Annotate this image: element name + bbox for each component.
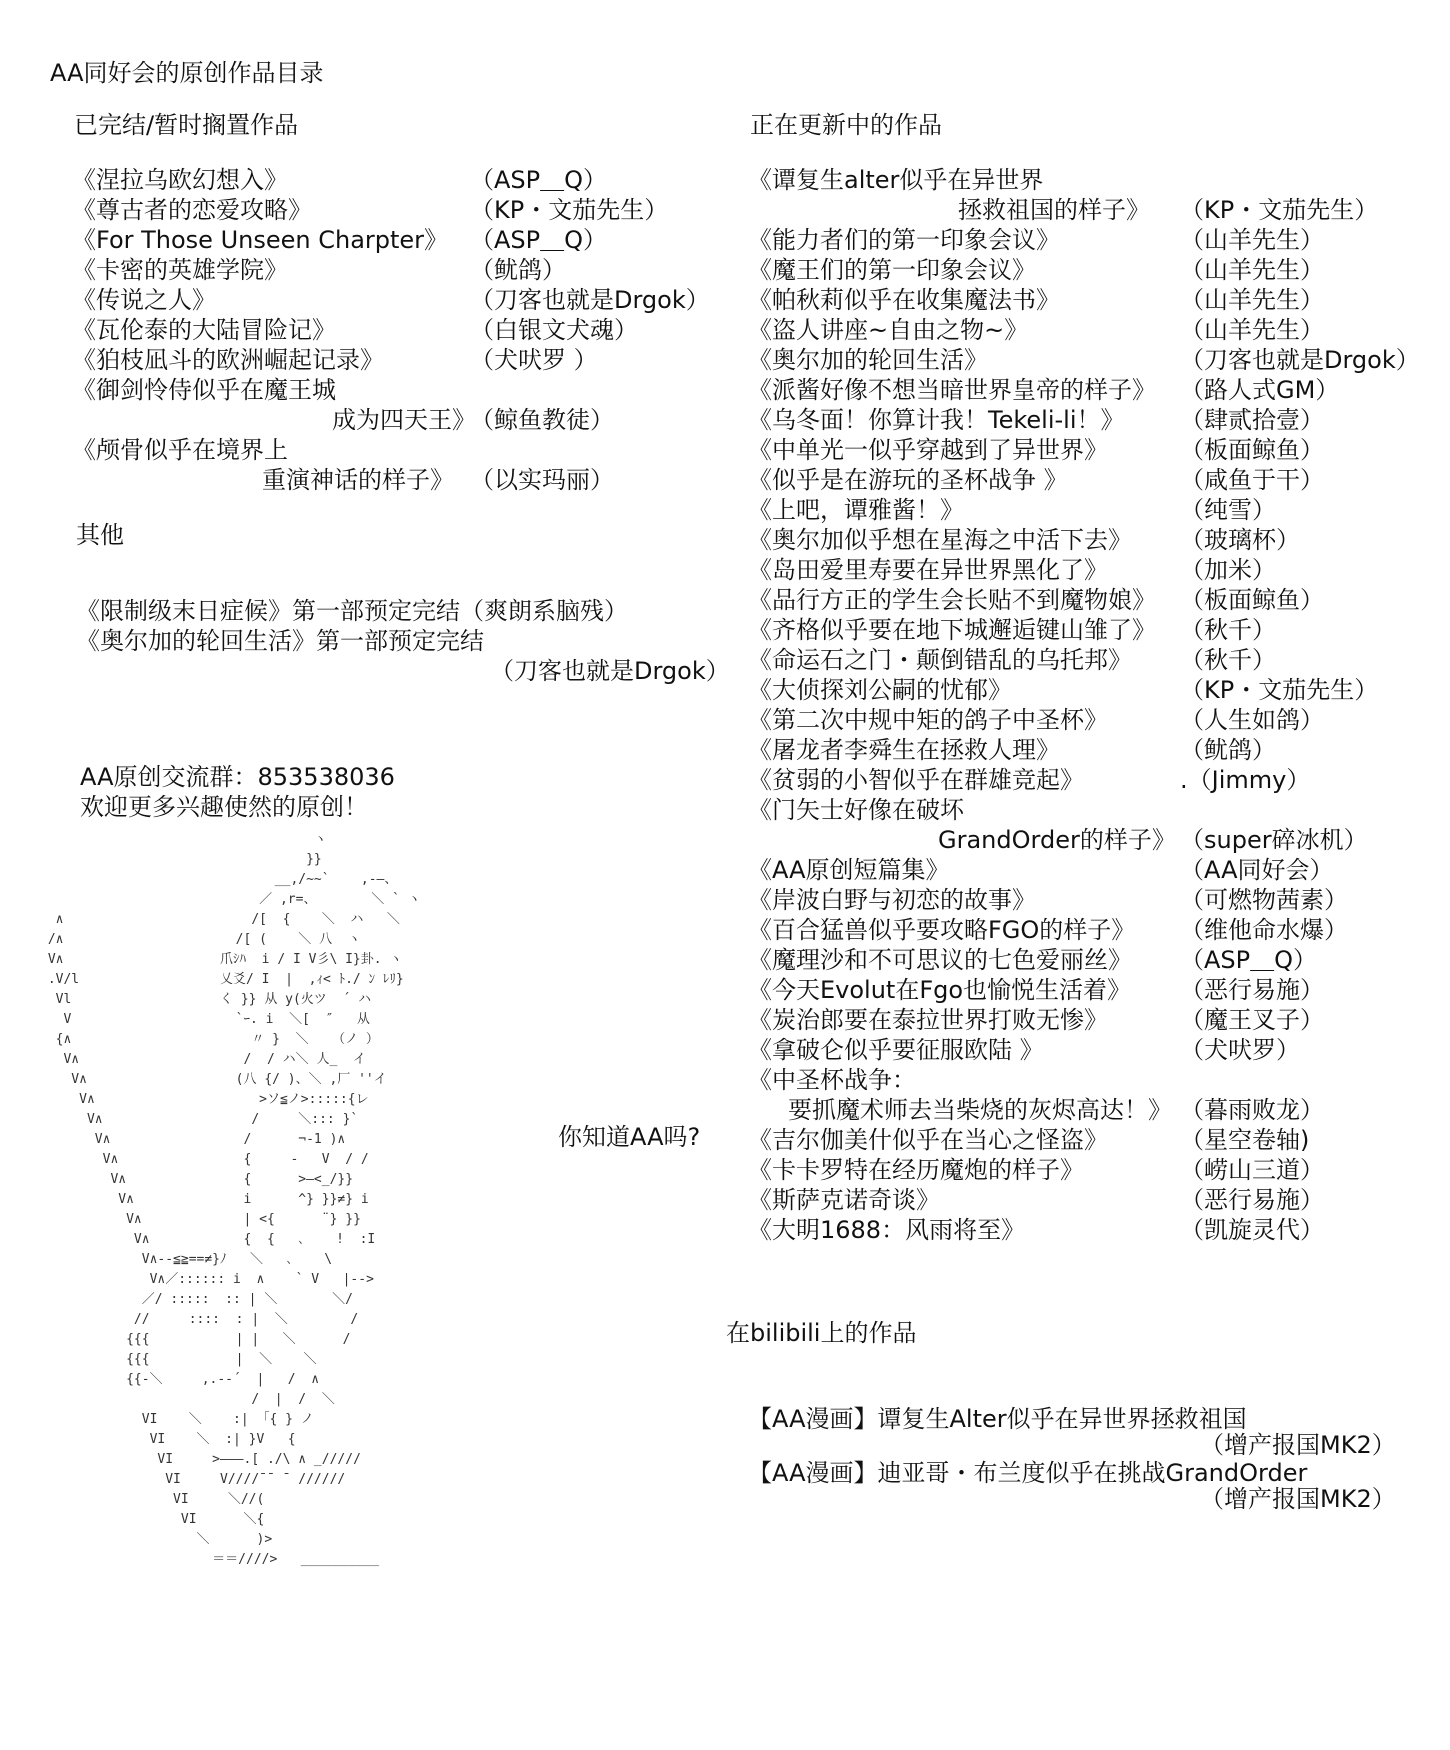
updating-title: 《奥尔加似乎想在星海之中活下去》 — [748, 526, 1132, 554]
updating-title: 《贫弱的小智似乎在群雄竞起》 — [748, 766, 1084, 794]
other-heading: 其他 — [76, 521, 124, 549]
updating-author: （KP・文茄先生） — [1180, 676, 1379, 704]
bilibili-item-2: 【AA漫画】迪亚哥・布兰度似乎在挑战GrandOrder — [748, 1459, 1308, 1487]
completed-author: （犬吠罗 ） — [470, 346, 598, 374]
ascii-art-figure: ヽ }} __,/~~` ,-―、 ／ ,r=、 ＼ ` ヽ ∧ /[ { ＼ ハ ＼ /∧ /[ ( ＼ 八 ヽ V∧ 爪ｼﾊ i / I V彡\ I}卦. ヽ .V/l 乂爻/ I | ,ｨ< ﾄ./ ﾝ ﾚﾘ} Vl く }} 从 y(火ツ ´ ハ V `ｰ. i ＼[ ″ 从 {∧ 〃 } ＼ （ノ ） V∧ / / ハ＼ 人_ イ V∧ (八 {/ )、＼ ,厂 ''イ V∧ >ソ≦ノ>:::::{レ V∧ / ＼::: }` V∧ / ¬-1 )∧ V∧ { - V / / V∧ { >―<_/}} V∧ i ^} }}≠} i V∧ | <{ ¨} }} V∧ { { ､ ! :I V∧--≦≧==≠}ﾉ ＼ ､ \ V∧／:::::: i ∧ ` V |--> ／/ ::::: :: | ＼ ＼/ // :::: : | ＼ / {{{ | | ＼ / {{{ | ＼ ＼ {{-＼ ,.--´ | / ∧ / | / ＼ VI ＼ :| 「{ } ノ VI ＼ :| }V { VI >―――.[ ./\ ∧ _///// VI V////¯¯ ¯ ////// VI ＼//( VI ＼{ ＼ )> ＝＝////> __________ — [47, 832, 421, 1567]
updating-item — [748, 1095, 1428, 1125]
updating-item — [748, 225, 1428, 255]
group-number: AA原创交流群：853538036 — [80, 763, 395, 791]
updating-author: （山羊先生） — [1180, 316, 1324, 344]
updating-title: 《谭复生alter似乎在异世界 — [748, 166, 1044, 194]
updating-author: （路人式GM） — [1180, 376, 1340, 404]
updating-author: （加米） — [1180, 556, 1276, 584]
updating-title: 《中单光一似乎穿越到了异世界》 — [748, 436, 1108, 464]
updating-author: （犬吠罗） — [1180, 1036, 1300, 1064]
updating-item — [748, 645, 1428, 675]
updating-title: 《岛田爱里寿要在异世界黑化了》 — [748, 556, 1108, 584]
completed-title: 《瓦伦泰的大陆冒险记》 — [72, 316, 336, 344]
updating-item — [748, 255, 1428, 285]
updating-title: 《派酱好像不想当暗世界皇帝的样子》 — [748, 376, 1156, 404]
updating-item — [748, 195, 1428, 225]
completed-author: （ASP＿Q） — [470, 166, 608, 194]
updating-title: 《能力者们的第一印象会议》 — [748, 226, 1060, 254]
updating-item — [748, 1065, 1428, 1095]
completed-author: （ASP＿Q） — [470, 226, 608, 254]
completed-item — [72, 195, 712, 225]
other-line-2: 《奥尔加的轮回生活》第一部预定完结 — [76, 627, 484, 655]
completed-title: 重演神话的样子》 — [262, 466, 454, 494]
updating-author: （秋千） — [1180, 646, 1276, 674]
updating-title: 《乌冬面！你算计我！Tekeli-li！》 — [748, 406, 1125, 434]
completed-author: （白银文犬魂） — [470, 316, 638, 344]
updating-author: （人生如鸽） — [1180, 706, 1324, 734]
updating-title: 《中圣杯战争： — [748, 1066, 916, 1094]
updating-author: （暮雨败龙） — [1180, 1096, 1324, 1124]
updating-title: 《岸波白野与初恋的故事》 — [748, 886, 1036, 914]
updating-title: 《品行方正的学生会长贴不到魔物娘》 — [748, 586, 1156, 614]
completed-title: 成为四天王》 — [332, 406, 476, 434]
updating-author: （崂山三道） — [1180, 1156, 1324, 1184]
completed-title: 《狛枝凪斗的欧洲崛起记录》 — [72, 346, 384, 374]
updating-title: 《命运石之门・颠倒错乱的乌托邦》 — [748, 646, 1132, 674]
updating-author: （ASP＿Q） — [1180, 946, 1318, 974]
updating-author: （山羊先生） — [1180, 286, 1324, 314]
updating-title: 《炭治郎要在泰拉世界打败无惨》 — [748, 1006, 1108, 1034]
updating-item — [748, 1155, 1428, 1185]
updating-item — [748, 555, 1428, 585]
completed-author: （以实玛丽） — [470, 466, 614, 494]
updating-title: 《第二次中规中矩的鸽子中圣杯》 — [748, 706, 1108, 734]
updating-item — [748, 465, 1428, 495]
updating-item — [748, 1125, 1428, 1155]
completed-title: 《卡密的英雄学院》 — [72, 256, 288, 284]
updating-title: GrandOrder的样子》 — [938, 826, 1176, 854]
updating-title: 《齐格似乎要在地下城邂逅键山雏了》 — [748, 616, 1156, 644]
updating-author: （肆贰拾壹） — [1180, 406, 1324, 434]
completed-title: 《涅拉乌欧幻想入》 — [72, 166, 288, 194]
updating-title: 《今天Evolut在Fgo也愉悦生活着》 — [748, 976, 1132, 1004]
completed-item — [72, 405, 712, 435]
completed-item — [72, 315, 712, 345]
updating-author: （KP・文茄先生） — [1180, 196, 1379, 224]
completed-item — [72, 345, 712, 375]
completed-author: （KP・文茄先生） — [470, 196, 669, 224]
updating-title: 拯救祖国的样子》 — [958, 196, 1150, 224]
updating-title: 《拿破仑似乎要征服欧陆 》 — [748, 1036, 1044, 1064]
updating-title: 《魔王们的第一印象会议》 — [748, 256, 1036, 284]
updating-author: （凯旋灵代） — [1180, 1216, 1324, 1244]
page-title: AA同好会的原创作品目录 — [50, 59, 324, 87]
updating-item — [748, 885, 1428, 915]
updating-author: （板面鲸鱼） — [1180, 586, 1324, 614]
bilibili-item-2-author: （增产报国MK2） — [1200, 1485, 1396, 1513]
updating-item — [748, 765, 1428, 795]
updating-author: （玻璃杯） — [1180, 526, 1300, 554]
updating-author: （魔王叉子） — [1180, 1006, 1324, 1034]
updating-title: 《大侦探刘公嗣的忧郁》 — [748, 676, 1012, 704]
completed-item — [72, 285, 712, 315]
updating-title: 《帕秋莉似乎在收集魔法书》 — [748, 286, 1060, 314]
bilibili-item-1-author: （增产报国MK2） — [1200, 1431, 1396, 1459]
completed-item — [72, 255, 712, 285]
updating-author: （维他命水爆） — [1180, 916, 1348, 944]
updating-author: （AA同好会） — [1180, 856, 1334, 884]
updating-author: （恶行易施） — [1180, 1186, 1324, 1214]
updating-item — [748, 795, 1428, 825]
updating-title: 《上吧，谭雅酱！》 — [748, 496, 964, 524]
updating-author: （纯雪） — [1180, 496, 1276, 524]
completed-heading: 已完结/暂时搁置作品 — [74, 111, 299, 139]
updating-title: 《斯萨克诺奇谈》 — [748, 1186, 940, 1214]
updating-author: （刀客也就是Drgok） — [1180, 346, 1420, 374]
updating-item — [748, 435, 1428, 465]
updating-title: 《奥尔加的轮回生活》 — [748, 346, 988, 374]
completed-title: 《御剑怜侍似乎在魔王城 — [72, 376, 336, 404]
completed-item — [72, 375, 712, 405]
completed-title: 《尊古者的恋爱攻略》 — [72, 196, 312, 224]
updating-title: 要抓魔术师去当柴烧的灰烬高达！》 — [788, 1096, 1172, 1124]
updating-title: 《盗人讲座~自由之物~》 — [748, 316, 1029, 344]
updating-item — [748, 1185, 1428, 1215]
updating-author: （山羊先生） — [1180, 256, 1324, 284]
completed-title: 《For Those Unseen Charpter》 — [72, 226, 449, 254]
other-line-1: 《限制级末日症候》第一部预定完结（爽朗系脑残） — [76, 597, 628, 625]
completed-item — [72, 225, 712, 255]
updating-item — [748, 585, 1428, 615]
updating-item — [748, 675, 1428, 705]
updating-item — [748, 735, 1428, 765]
speech-text: 你知道AA吗? — [558, 1123, 701, 1151]
updating-title: 《吉尔伽美什似乎在当心之怪盗》 — [748, 1126, 1108, 1154]
updating-title: 《百合猛兽似乎要攻略FGO的样子》 — [748, 916, 1136, 944]
updating-item — [748, 525, 1428, 555]
group-welcome: 欢迎更多兴趣使然的原创！ — [80, 793, 368, 821]
updating-item — [748, 705, 1428, 735]
updating-item — [748, 615, 1428, 645]
updating-item — [748, 1035, 1428, 1065]
completed-title: 《颅骨似乎在境界上 — [72, 436, 288, 464]
updating-author: （秋千） — [1180, 616, 1276, 644]
updating-title: 《大明1688：风雨将至》 — [748, 1216, 1026, 1244]
updating-title: 《卡卡罗特在经历魔炮的样子》 — [748, 1156, 1084, 1184]
completed-list — [72, 165, 712, 495]
completed-author: （鱿鸽） — [470, 256, 566, 284]
updating-item — [748, 165, 1428, 195]
completed-author: （鲸鱼教徒） — [470, 406, 614, 434]
updating-item — [748, 405, 1428, 435]
updating-author: （星空卷轴) — [1180, 1126, 1310, 1154]
updating-author: （咸鱼于干） — [1180, 466, 1324, 494]
updating-title: 《魔理沙和不可思议的七色爱丽丝》 — [748, 946, 1132, 974]
updating-item — [748, 915, 1428, 945]
updating-title: 《屠龙者李舜生在拯救人理》 — [748, 736, 1060, 764]
completed-item — [72, 435, 712, 465]
updating-item — [748, 825, 1428, 855]
updating-title: 《门矢士好像在破坏 — [748, 796, 964, 824]
updating-item — [748, 345, 1428, 375]
updating-item — [748, 375, 1428, 405]
updating-author: （恶行易施） — [1180, 976, 1324, 1004]
updating-item — [748, 285, 1428, 315]
other-line-3: （刀客也就是Drgok） — [490, 657, 730, 685]
updating-author: （鱿鸽） — [1180, 736, 1276, 764]
updating-item — [748, 315, 1428, 345]
updating-item — [748, 1005, 1428, 1035]
updating-title: 《AA原创短篇集》 — [748, 856, 950, 884]
updating-item — [748, 945, 1428, 975]
completed-item — [72, 165, 712, 195]
updating-item — [748, 855, 1428, 885]
bilibili-item-1: 【AA漫画】谭复生Alter似乎在异世界拯救祖国 — [748, 1405, 1247, 1433]
updating-heading: 正在更新中的作品 — [750, 111, 942, 139]
updating-author: （山羊先生） — [1180, 226, 1324, 254]
updating-item — [748, 975, 1428, 1005]
updating-author: （板面鲸鱼） — [1180, 436, 1324, 464]
bilibili-heading: 在bilibili上的作品 — [726, 1319, 917, 1347]
updating-author: .（Jimmy） — [1180, 766, 1311, 794]
completed-item — [72, 465, 712, 495]
updating-author: （可燃物茜素） — [1180, 886, 1348, 914]
completed-title: 《传说之人》 — [72, 286, 216, 314]
updating-title: 《似乎是在游玩的圣杯战争 》 — [748, 466, 1068, 494]
completed-author: （刀客也就是Drgok） — [470, 286, 710, 314]
updating-item — [748, 1215, 1428, 1245]
updating-author: （super碎冰机） — [1180, 826, 1368, 854]
updating-list — [748, 165, 1428, 1245]
updating-item — [748, 495, 1428, 525]
